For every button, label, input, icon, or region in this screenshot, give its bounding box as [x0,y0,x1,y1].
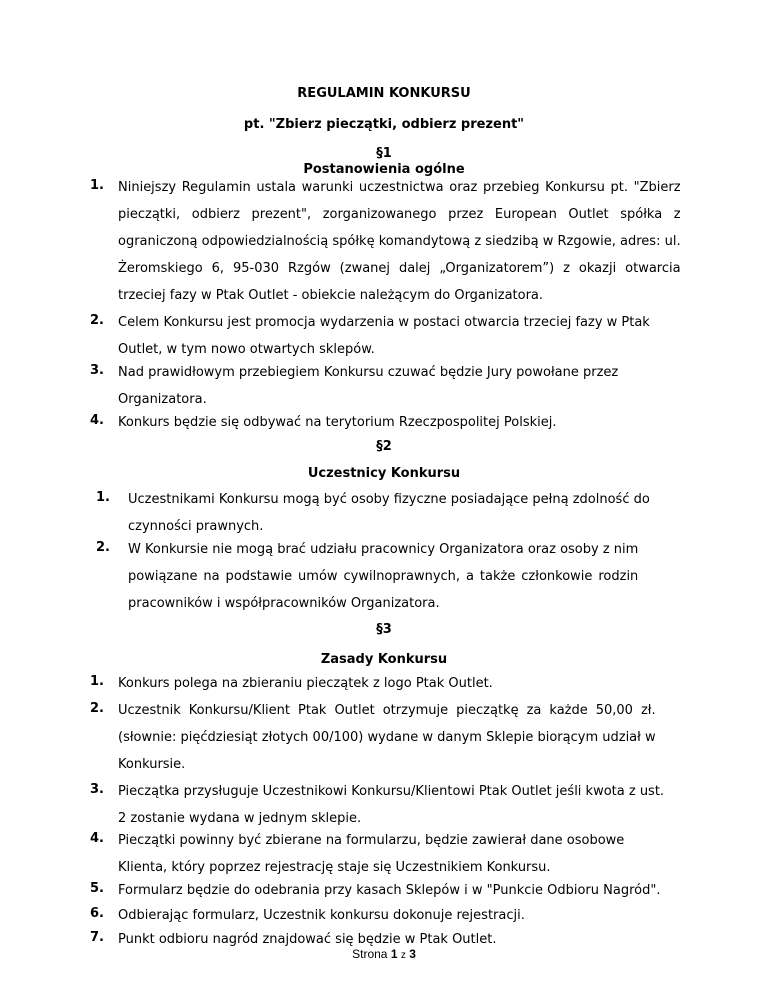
item-text-line: Uczestnik Konkursu/Klient Ptak Outlet otrzymuje pieczątkę za każde 50,00 zł. [118,703,656,718]
item-number: 2. [90,701,104,716]
item-number: 5. [90,881,104,896]
item-text-line: ograniczoną odpowiedzialnością spółkę komandytową z siedzibą w Rzgowie, adres: ul. [118,234,681,249]
item-text-line: Odbierając formularz, Uczestnik konkursu dokonuje rejestracji. [118,908,525,923]
page-footer [0,947,768,961]
item-number: 2. [96,540,110,555]
item-text-line: Outlet, w tym nowo otwartych sklepów. [118,342,375,357]
item-number: 3. [90,782,104,797]
item-text-line: powiązane na podstawie umów cywilnoprawnych, a także członkowie rodzin [128,569,639,584]
item-text-line: pracowników i współpracowników Organizatora. [128,596,440,611]
item-text-line: 2 zostanie wydana w jednym sklepie. [118,811,362,826]
item-number: 1. [90,674,104,689]
item-text-line: Konkursie. [118,757,186,772]
item-text-line: Konkurs będzie się odbywać na terytorium Rzeczpospolitej Polskiej. [118,415,557,430]
section-number: §1 [376,146,392,161]
section-heading: Postanowienia ogólne [303,162,465,177]
item-text-line: Celem Konkursu jest promocja wydarzenia w postaci otwarcia trzeciej fazy w Ptak [118,315,650,330]
item-number: 1. [90,178,104,193]
item-number: 1. [96,490,110,505]
item-text-line: Punkt odbioru nagród znajdować się będzie w Ptak Outlet. [118,932,497,947]
item-text-line: Nad prawidłowym przebiegiem Konkursu czuwać będzie Jury powołane przez [118,365,619,380]
item-number: 4. [90,413,104,428]
document-subtitle: pt. "Zbierz pieczątki, odbierz prezent" [243,117,525,132]
item-text-line: Pieczątki powinny być zbierane na formularzu, będzie zawierał dane osobowe [118,833,625,848]
item-text-line: W Konkursie nie mogą brać udziału pracownicy Organizatora oraz osoby z nim [128,542,639,557]
item-text-line: (słownie: pięćdziesiąt złotych 00/100) wydane w danym Sklepie biorącym udział w [118,730,656,745]
section-heading: Uczestnicy Konkursu [307,466,461,481]
item-number: 3. [90,363,104,378]
item-text-line: czynności prawnych. [128,519,264,534]
item-text-line: Żeromskiego 6, 95-030 Rzgów (zwanej dalej „Organizatorem”) z okazji otwarcia [118,261,681,276]
item-text-line: trzeciej fazy w Ptak Outlet - obiekcie należącym do Organizatora. [118,288,544,303]
item-text-line: Formularz będzie do odebrania przy kasach Sklepów i w "Punkcie Odbioru Nagród". [118,883,661,898]
page-current: 1 [390,947,398,961]
item-text-line: Konkurs polega na zbieraniu pieczątek z logo Ptak Outlet. [118,676,493,691]
section-heading: Zasady Konkursu [320,652,448,667]
page-separator: z [400,950,406,961]
page-total: 3 [409,947,416,961]
item-text-line: Uczestnikami Konkursu mogą być osoby fizyczne posiadające pełną zdolność do [128,492,650,507]
item-text-line: Pieczątka przysługuje Uczestnikowi Konkursu/Klientowi Ptak Outlet jeśli kwota z ust. [118,784,665,799]
item-text-line: Klienta, który poprzez rejestrację staje się Uczestnikiem Konkursu. [118,860,551,875]
item-number: 6. [90,906,104,921]
page-label: Strona [352,947,388,961]
item-number: 2. [90,313,104,328]
item-text-line: Niniejszy Regulamin ustala warunki uczestnictwa oraz przebieg Konkursu pt. "Zbierz [118,180,681,195]
item-text-line: pieczątki, odbierz prezent", zorganizowanego przez European Outlet spółka z [118,207,681,222]
section-number: §2 [376,439,392,454]
item-number: 7. [90,930,104,945]
item-number: 4. [90,831,104,846]
item-text-line: Organizatora. [118,392,207,407]
section-number: §3 [376,622,392,637]
document-title: REGULAMIN KONKURSU [297,86,471,101]
